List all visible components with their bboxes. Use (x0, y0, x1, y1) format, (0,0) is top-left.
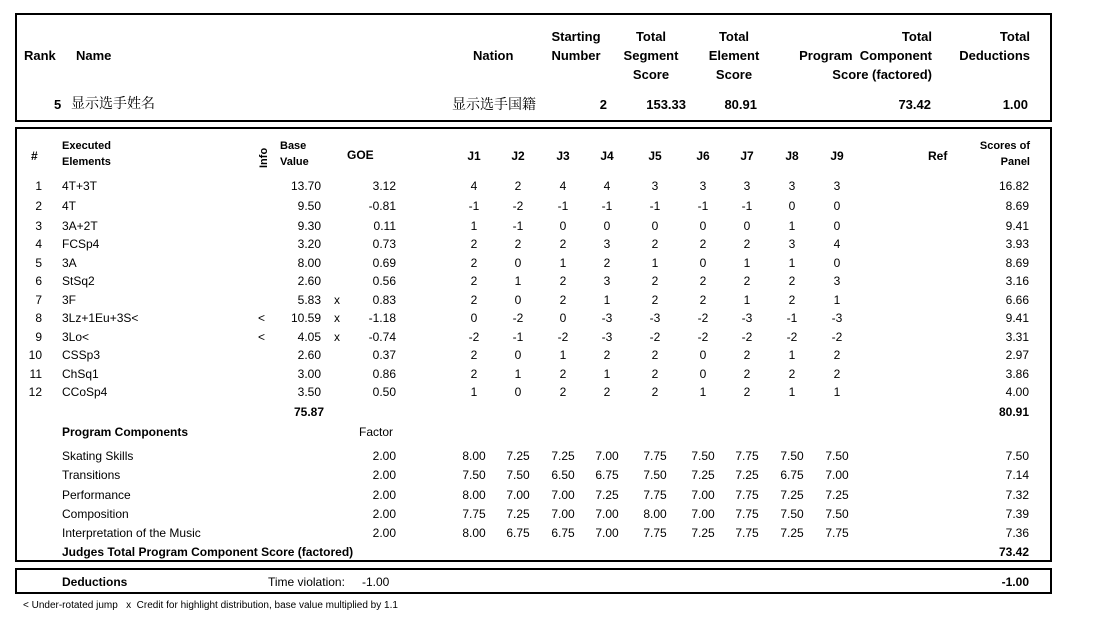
judge-score: 2 (559, 237, 567, 251)
element-name: ChSq1 (62, 367, 99, 381)
pcs-judge-score: 7.75 (643, 449, 667, 463)
element-goe: -0.81 (368, 199, 396, 213)
element-info: < (258, 311, 266, 325)
pcs-judge-score: 7.25 (551, 449, 575, 463)
starting-number-label: Starting Number (551, 29, 601, 63)
pcs-judge-score: 8.00 (462, 449, 486, 463)
judge-score: -1 (468, 199, 480, 213)
judge-score: 0 (651, 219, 659, 233)
col-info-label: Info (258, 147, 270, 168)
pcs-judge-score: 7.00 (595, 507, 619, 521)
judge-score: 3 (651, 179, 659, 193)
judge-header-9: J9 (830, 149, 844, 163)
element-goe: 3.12 (372, 179, 396, 193)
element-base-value: 13.70 (290, 179, 321, 193)
element-panel-score: 16.82 (998, 179, 1029, 193)
judge-score: 2 (470, 237, 478, 251)
judge-score: 1 (603, 367, 611, 381)
col-executed-label: Executed Elements (62, 140, 111, 168)
deductions-box (15, 568, 1052, 594)
judge-score: 1 (559, 348, 567, 362)
pcs-judge-score: 6.75 (506, 526, 530, 540)
judge-score: 3 (833, 179, 841, 193)
pcs-judge-score: 8.00 (462, 488, 486, 502)
element-name: StSq2 (62, 274, 95, 288)
element-goe: 0.83 (372, 293, 396, 307)
col-goe-label: GOE (347, 148, 374, 162)
pcs-judge-score: 7.25 (691, 526, 715, 540)
judge-score: 2 (514, 179, 522, 193)
col-num-label: # (31, 149, 38, 163)
element-base-value: 5.83 (297, 293, 321, 307)
element-number: 7 (35, 293, 42, 307)
skater-total-pcs: 73.42 (898, 97, 931, 112)
element-name: FCSp4 (62, 237, 100, 251)
element-name: 3Lo< (62, 330, 90, 344)
judge-score: 1 (788, 219, 796, 233)
judge-score: 1 (470, 219, 478, 233)
judge-score: 2 (743, 274, 751, 288)
pcs-judge-score: 6.75 (595, 468, 619, 482)
element-row (0, 197, 1104, 215)
judge-score: -2 (831, 330, 843, 344)
element-row (0, 383, 1104, 401)
judge-score: 4 (833, 237, 841, 251)
time-violation-value: -1.00 (362, 575, 390, 589)
element-row (0, 291, 1104, 309)
element-row (0, 309, 1104, 327)
pcs-judge-score: 7.25 (595, 488, 619, 502)
elements-score-total: 80.91 (998, 405, 1029, 419)
judge-score: 2 (743, 385, 751, 399)
pcs-judge-score: 7.50 (643, 468, 667, 482)
pcs-name: Composition (62, 507, 129, 521)
judge-score: 0 (699, 256, 707, 270)
element-panel-score: 3.16 (1005, 274, 1029, 288)
pcs-judge-score: 6.75 (551, 526, 575, 540)
judge-score: 1 (788, 256, 796, 270)
judge-score: 2 (833, 348, 841, 362)
element-base-value: 3.50 (297, 385, 321, 399)
judge-score: 0 (514, 385, 522, 399)
judge-score: 2 (699, 274, 707, 288)
time-violation-label: Time violation: (268, 575, 345, 589)
judge-score: 1 (651, 256, 659, 270)
judge-score: 2 (603, 385, 611, 399)
pcs-factor: 2.00 (372, 449, 396, 463)
judge-score: -3 (831, 311, 843, 325)
nation-label: Nation (473, 48, 514, 63)
element-row (0, 272, 1104, 290)
judge-score: -2 (557, 330, 569, 344)
judge-score: 2 (743, 367, 751, 381)
pcs-judge-score: 7.75 (735, 488, 759, 502)
judge-score: -3 (741, 311, 753, 325)
pcs-row (0, 466, 1104, 484)
judge-score: 3 (699, 179, 707, 193)
judge-score: -1 (512, 330, 524, 344)
element-panel-score: 4.00 (1005, 385, 1029, 399)
judge-score: -1 (557, 199, 569, 213)
pcs-panel-score: 7.14 (1005, 468, 1029, 482)
judge-score: 3 (788, 237, 796, 251)
judge-score: 2 (788, 293, 796, 307)
judge-score: 3 (603, 237, 611, 251)
skater-total-segment-score: 153.33 (646, 97, 686, 112)
pcs-panel-score: 7.36 (1005, 526, 1029, 540)
judge-score: 2 (651, 293, 659, 307)
total-element-score-label: Total Element Score (708, 29, 760, 82)
element-panel-score: 9.41 (1005, 219, 1029, 233)
element-name: 3Lz+1Eu+3S< (62, 311, 139, 325)
judge-score: 0 (699, 367, 707, 381)
judge-score: 1 (833, 385, 841, 399)
element-number: 2 (35, 199, 42, 213)
judge-score: 2 (788, 274, 796, 288)
pcs-name: Performance (62, 488, 131, 502)
judge-score: -1 (697, 199, 709, 213)
judge-score: -1 (512, 219, 524, 233)
judge-score: 2 (651, 385, 659, 399)
element-row (0, 346, 1104, 364)
judge-score: 3 (603, 274, 611, 288)
element-goe: -0.74 (368, 330, 396, 344)
element-base-value: 2.60 (297, 274, 321, 288)
judge-score: 1 (470, 385, 478, 399)
element-base-value: 8.00 (297, 256, 321, 270)
pcs-judge-score: 7.25 (780, 488, 804, 502)
judge-score: 2 (470, 256, 478, 270)
pcs-judge-score: 7.75 (643, 526, 667, 540)
element-row (0, 235, 1104, 253)
pcs-factor: 2.00 (372, 526, 396, 540)
pcs-judge-score: 7.00 (551, 507, 575, 521)
judge-header-2: J2 (511, 149, 525, 163)
element-base-value: 2.60 (297, 348, 321, 362)
judge-score: 2 (514, 237, 522, 251)
program-components-title: Program Components (62, 425, 189, 439)
element-number: 1 (35, 179, 42, 193)
total-deductions-label: Total Deductions (959, 29, 1030, 63)
judge-score: -1 (601, 199, 613, 213)
judge-score: -2 (512, 311, 524, 325)
judge-score: 0 (470, 311, 478, 325)
element-number: 4 (35, 237, 42, 251)
skater-name: 显示选手姓名 (71, 96, 155, 112)
judge-score: -3 (601, 311, 613, 325)
judge-header-3: J3 (556, 149, 570, 163)
col-scores-label: Scores of Panel (979, 140, 1030, 168)
pcs-judge-score: 7.00 (825, 468, 849, 482)
pcs-total: 73.42 (998, 545, 1029, 559)
element-name: 3F (62, 293, 77, 307)
judge-score: 1 (603, 293, 611, 307)
pcs-row (0, 505, 1104, 523)
element-row (0, 217, 1104, 235)
judge-header-4: J4 (600, 149, 614, 163)
pcs-row (0, 524, 1104, 542)
pcs-judge-score: 7.75 (462, 507, 486, 521)
element-goe: 0.50 (372, 385, 396, 399)
pcs-name: Skating Skills (62, 449, 134, 463)
judge-score: 2 (603, 348, 611, 362)
judge-score: -2 (512, 199, 524, 213)
element-base-value: 4.05 (297, 330, 321, 344)
element-base-value: 3.00 (297, 367, 321, 381)
element-goe: 0.69 (372, 256, 396, 270)
judge-score: 4 (470, 179, 478, 193)
pcs-judge-score: 6.75 (780, 468, 804, 482)
pcs-judge-score: 7.00 (595, 449, 619, 463)
pcs-judge-score: 7.25 (506, 507, 530, 521)
element-panel-score: 2.97 (1005, 348, 1029, 362)
judge-score: 2 (699, 237, 707, 251)
judge-score: 2 (559, 293, 567, 307)
judge-score: 0 (833, 219, 841, 233)
judge-score: 0 (699, 219, 707, 233)
judge-score: 3 (743, 179, 751, 193)
elements-base-total: 75.87 (293, 405, 324, 419)
element-name: 3A (62, 256, 77, 270)
judge-score: -2 (741, 330, 753, 344)
judge-score: 3 (788, 179, 796, 193)
element-base-value: 9.50 (297, 199, 321, 213)
judge-score: 2 (470, 293, 478, 307)
judge-score: 2 (651, 348, 659, 362)
element-panel-score: 3.93 (1005, 237, 1029, 251)
element-row (0, 328, 1104, 346)
judge-score: 2 (651, 367, 659, 381)
element-name: CCoSp4 (62, 385, 108, 399)
footnote: < Under-rotated jump x Credit for highlight distribution, base value multiplied by 1.1 (23, 600, 398, 611)
skater-starting-number: 2 (599, 97, 607, 112)
pcs-judge-score: 7.75 (735, 449, 759, 463)
total-segment-score-label: Total Segment Score (623, 29, 679, 82)
judge-score: 0 (699, 348, 707, 362)
element-goe: 0.73 (372, 237, 396, 251)
pcs-judge-score: 6.50 (551, 468, 575, 482)
pcs-judge-score: 7.75 (735, 526, 759, 540)
element-goe: 0.56 (372, 274, 396, 288)
element-name: CSSp3 (62, 348, 101, 362)
element-panel-score: 6.66 (1005, 293, 1029, 307)
pcs-judge-score: 7.50 (780, 507, 804, 521)
element-base-value: 3.20 (297, 237, 321, 251)
judge-score: 0 (559, 311, 567, 325)
deductions-label: Deductions (62, 575, 128, 589)
judge-score: -2 (468, 330, 480, 344)
element-base-value: 9.30 (297, 219, 321, 233)
rank-label: Rank (24, 48, 56, 63)
skater-nation: 显示选手国籍 (452, 97, 536, 113)
judge-score: 1 (559, 256, 567, 270)
judge-score: 0 (559, 219, 567, 233)
judge-score: -2 (649, 330, 661, 344)
judge-score: 2 (559, 274, 567, 288)
pcs-judge-score: 8.00 (643, 507, 667, 521)
judge-score: 3 (833, 274, 841, 288)
pcs-panel-score: 7.50 (1005, 449, 1029, 463)
judge-score: 2 (559, 385, 567, 399)
element-number: 5 (35, 256, 42, 270)
pcs-judge-score: 7.50 (506, 468, 530, 482)
judge-score: -3 (649, 311, 661, 325)
judge-score: 1 (833, 293, 841, 307)
judge-score: -1 (786, 311, 798, 325)
judge-header-6: J6 (696, 149, 710, 163)
element-name: 4T+3T (62, 179, 98, 193)
element-number: 12 (28, 385, 42, 399)
pcs-judge-score: 7.00 (691, 488, 715, 502)
skater-total-element-score: 80.91 (724, 97, 757, 112)
judge-score: 2 (470, 367, 478, 381)
element-number: 6 (35, 274, 42, 288)
element-row (0, 177, 1104, 195)
pcs-judge-score: 7.75 (643, 488, 667, 502)
pcs-name: Interpretation of the Music (62, 526, 201, 540)
element-goe: 0.11 (373, 219, 396, 233)
judge-score: 0 (743, 219, 751, 233)
judge-score: 0 (514, 256, 522, 270)
element-bonus-flag: x (334, 330, 340, 344)
judge-score: -2 (786, 330, 798, 344)
pcs-name: Transitions (62, 468, 121, 482)
judge-score: 2 (788, 367, 796, 381)
pcs-total-label: Judges Total Program Component Score (factored) (62, 545, 354, 559)
pcs-panel-score: 7.32 (1005, 488, 1029, 502)
pcs-judge-score: 7.00 (595, 526, 619, 540)
element-goe: 0.86 (372, 367, 396, 381)
element-info: < (258, 330, 266, 344)
pcs-row (0, 486, 1104, 504)
judge-score: 1 (514, 274, 522, 288)
pcs-judge-score: 7.25 (825, 488, 849, 502)
pcs-panel-score: 7.39 (1005, 507, 1029, 521)
judge-score: -2 (697, 330, 709, 344)
pcs-judge-score: 7.00 (691, 507, 715, 521)
judge-score: 2 (559, 367, 567, 381)
pcs-judge-score: 7.75 (735, 507, 759, 521)
judge-score: 0 (833, 256, 841, 270)
judge-score: 0 (514, 348, 522, 362)
judge-score: 2 (603, 256, 611, 270)
judge-score: -1 (741, 199, 753, 213)
total-program-component-score-label: Total Program Component Score (factored) (799, 29, 932, 82)
pcs-factor: 2.00 (372, 507, 396, 521)
judge-header-5: J5 (648, 149, 662, 163)
judge-header-1: J1 (467, 149, 481, 163)
element-panel-score: 8.69 (1005, 199, 1029, 213)
skater-rank: 5 (54, 97, 62, 112)
judge-score: 1 (743, 293, 751, 307)
element-bonus-flag: x (334, 293, 340, 307)
judge-score: 1 (514, 367, 522, 381)
pcs-judge-score: 7.00 (551, 488, 575, 502)
judge-header-8: J8 (785, 149, 799, 163)
element-row (0, 254, 1104, 272)
element-name: 4T (62, 199, 77, 213)
element-number: 8 (35, 311, 42, 325)
pcs-judge-score: 8.00 (462, 526, 486, 540)
judge-score: 2 (743, 237, 751, 251)
deductions-total: -1.00 (1001, 575, 1029, 589)
judge-score: 2 (470, 348, 478, 362)
element-panel-score: 8.69 (1005, 256, 1029, 270)
pcs-factor: 2.00 (372, 488, 396, 502)
skater-total-deductions: 1.00 (1002, 97, 1028, 112)
pcs-judge-score: 7.50 (780, 449, 804, 463)
judge-score: 1 (699, 385, 707, 399)
element-number: 11 (29, 367, 42, 381)
pcs-judge-score: 7.75 (825, 526, 849, 540)
element-panel-score: 9.41 (1005, 311, 1029, 325)
pcs-judge-score: 7.25 (780, 526, 804, 540)
element-goe: 0.37 (372, 348, 396, 362)
element-bonus-flag: x (334, 311, 340, 325)
judge-score: 2 (651, 237, 659, 251)
judge-score: -2 (697, 311, 709, 325)
pcs-factor: 2.00 (372, 468, 396, 482)
judge-score: 2 (743, 348, 751, 362)
judge-score: 0 (788, 199, 796, 213)
judge-score: 1 (743, 256, 751, 270)
element-name: 3A+2T (62, 219, 98, 233)
element-row (0, 365, 1104, 383)
pcs-judge-score: 7.50 (691, 449, 715, 463)
judge-score: 2 (699, 293, 707, 307)
judge-score: 2 (651, 274, 659, 288)
judge-score: 4 (559, 179, 567, 193)
judge-score: 0 (603, 219, 611, 233)
factor-label: Factor (359, 425, 394, 439)
judge-score: 4 (603, 179, 611, 193)
judge-score: 0 (833, 199, 841, 213)
element-number: 9 (35, 330, 42, 344)
judge-score: -3 (601, 330, 613, 344)
pcs-judge-score: 7.25 (506, 449, 530, 463)
element-number: 3 (35, 219, 42, 233)
judge-score: 1 (788, 385, 796, 399)
judge-score: 0 (514, 293, 522, 307)
pcs-judge-score: 7.50 (462, 468, 486, 482)
pcs-judge-score: 7.50 (825, 507, 849, 521)
judge-score: -1 (649, 199, 661, 213)
pcs-judge-score: 7.00 (506, 488, 530, 502)
judge-score: 1 (788, 348, 796, 362)
judge-score: 2 (833, 367, 841, 381)
col-ref-label: Ref (928, 149, 948, 163)
name-label: Name (76, 48, 112, 63)
element-number: 10 (28, 348, 42, 362)
element-panel-score: 3.31 (1005, 330, 1029, 344)
judge-header-7: J7 (740, 149, 754, 163)
pcs-row (0, 447, 1104, 465)
element-panel-score: 3.86 (1005, 367, 1029, 381)
element-goe: -1.18 (368, 311, 396, 325)
pcs-judge-score: 7.25 (691, 468, 715, 482)
pcs-judge-score: 7.50 (825, 449, 849, 463)
pcs-judge-score: 7.25 (735, 468, 759, 482)
col-base-label: Base Value (280, 140, 309, 168)
element-base-value: 10.59 (290, 311, 321, 325)
judge-score: 2 (470, 274, 478, 288)
